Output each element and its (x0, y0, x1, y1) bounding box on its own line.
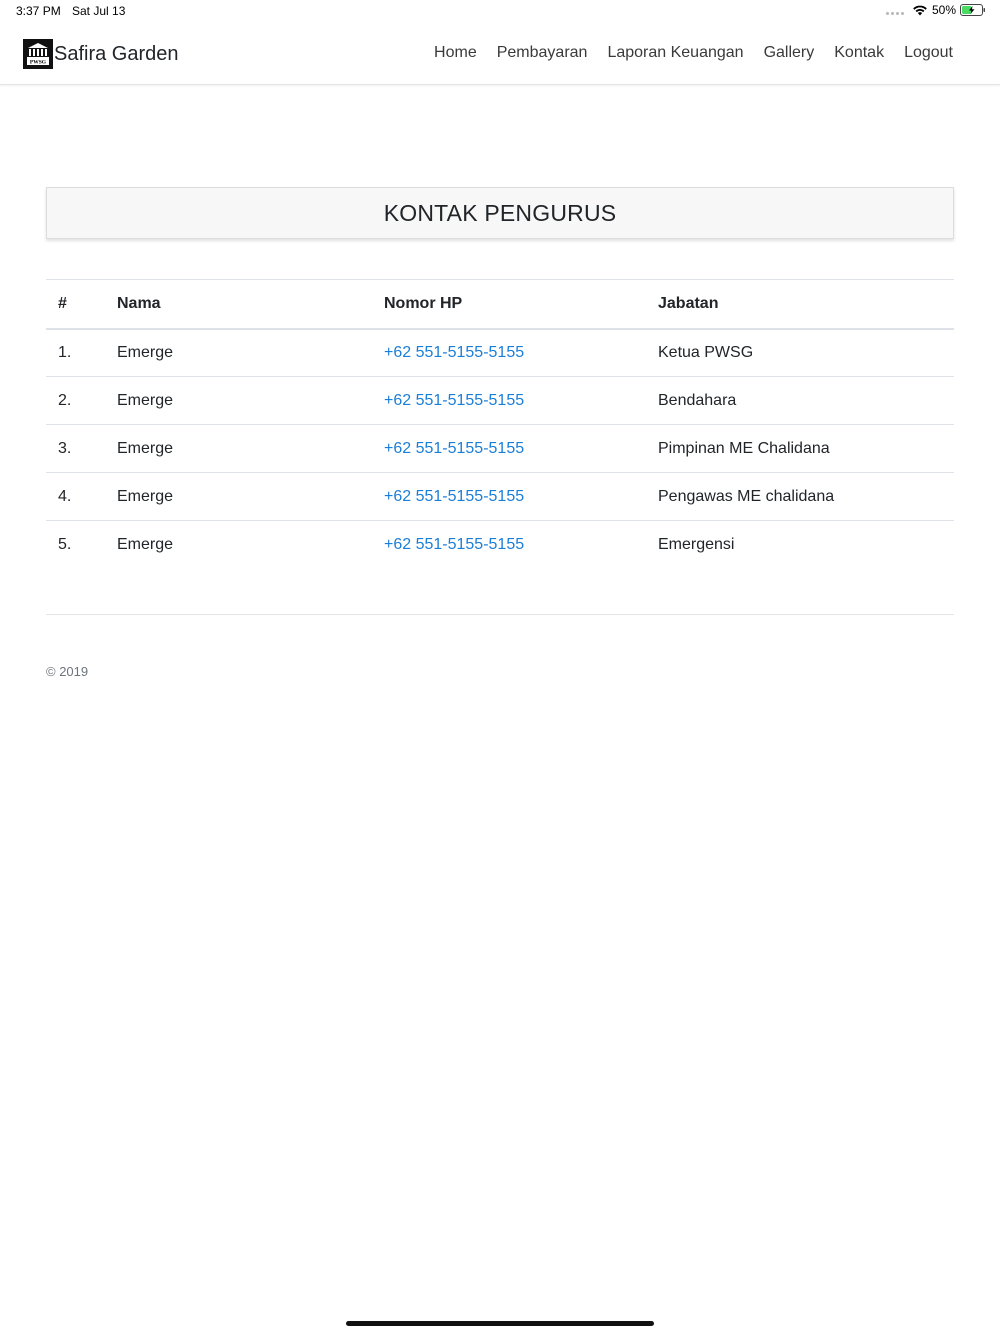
status-date: Sat Jul 13 (72, 4, 126, 18)
status-time: 3:37 PM (16, 4, 61, 18)
nav-gallery[interactable]: Gallery (763, 44, 815, 61)
phone-link[interactable]: +62 551-5155-5155 (384, 439, 525, 457)
status-indicators (886, 3, 986, 17)
phone-link[interactable]: +62 551-5155-5155 (384, 391, 525, 409)
row-number: 4. (46, 473, 105, 521)
row-nama: Emerge (117, 343, 174, 361)
row-number: 5. (46, 521, 105, 569)
row-nama: Emerge (105, 377, 372, 425)
main-nav (434, 44, 953, 62)
table-row (46, 377, 954, 425)
building-icon (24, 40, 52, 68)
row-nama: Emerge (105, 473, 372, 521)
row-number: 1. (58, 343, 72, 361)
svg-text:PWSG: PWSG (29, 59, 47, 66)
nav-kontak[interactable]: Kontak (834, 44, 885, 61)
home-indicator[interactable] (346, 1321, 654, 1326)
battery-percent: 50% (931, 3, 956, 17)
row-jabatan: Bendahara (646, 377, 954, 425)
status-bar (0, 0, 1000, 24)
contacts-table-wrapper (46, 279, 954, 569)
wifi-icon (912, 4, 928, 16)
header-jabatan: Jabatan (646, 280, 954, 329)
table-row (46, 473, 954, 521)
brand-name: Safira Garden (54, 42, 179, 65)
row-phone-cell (372, 425, 646, 473)
row-jabatan: Pimpinan ME Chalidana (646, 425, 954, 473)
row-phone-cell (372, 521, 646, 569)
footer-divider (46, 614, 954, 615)
row-nama: Emerge (105, 521, 372, 569)
row-phone-cell (372, 377, 646, 425)
signal-icon (886, 6, 904, 15)
page-title-card (46, 187, 954, 239)
table-header-row (46, 280, 954, 329)
nav-laporan-keuangan[interactable]: Laporan Keuangan (607, 44, 744, 61)
table-row (46, 329, 954, 377)
header-nomor-hp: Nomor HP (372, 280, 646, 329)
brand-logo (23, 39, 53, 69)
footer-copyright: © 2019 (46, 664, 89, 679)
row-jabatan: Ketua PWSG (658, 343, 754, 361)
phone-link[interactable]: +62 551-5155-5155 (384, 343, 525, 361)
header-nama: Nama (105, 280, 372, 329)
table-row (46, 425, 954, 473)
page-title: KONTAK PENGURUS (383, 199, 617, 226)
navbar (0, 24, 1000, 85)
nav-home[interactable]: Home (434, 44, 477, 61)
header-number: # (46, 280, 105, 329)
table-row (46, 521, 954, 569)
phone-link[interactable]: +62 551-5155-5155 (384, 487, 525, 505)
battery-charging-icon (960, 4, 986, 16)
nav-pembayaran[interactable]: Pembayaran (496, 44, 588, 61)
phone-link[interactable]: +62 551-5155-5155 (384, 535, 525, 553)
contacts-table (46, 279, 954, 569)
row-phone-cell (372, 329, 646, 377)
row-jabatan: Emergensi (646, 521, 954, 569)
row-jabatan: Pengawas ME chalidana (646, 473, 954, 521)
brand-link[interactable] (23, 39, 179, 69)
row-number: 3. (46, 425, 105, 473)
row-number: 2. (46, 377, 105, 425)
nav-logout[interactable]: Logout (904, 44, 953, 61)
row-nama: Emerge (105, 425, 372, 473)
row-phone-cell (372, 473, 646, 521)
